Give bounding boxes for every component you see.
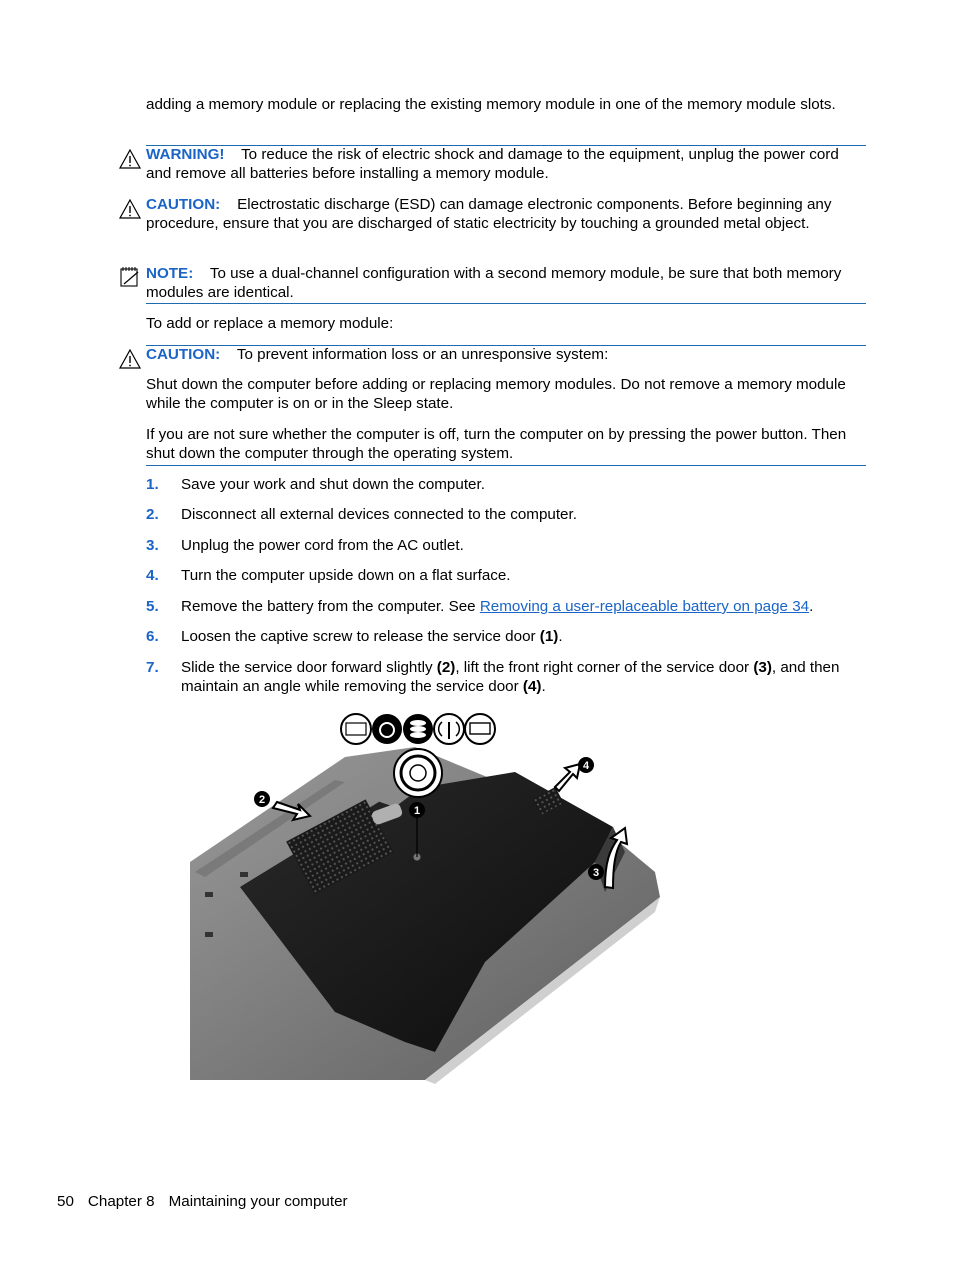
step-6-text — [181, 627, 861, 646]
chapter-label: Chapter 8 — [87, 1193, 155, 1210]
wireless-icon — [434, 714, 464, 744]
power-icon — [372, 714, 402, 744]
caution-esd-text: Electrostatic discharge (ESD) can damage electronic components. Before beginning any procedure, ensure that you are discharged of static electricity by touching a grounded metal object. — [146, 196, 832, 232]
note-bottom-rule — [146, 303, 866, 304]
caution-triangle-icon — [118, 348, 142, 370]
step-7-callout-ref-2: (2) — [436, 659, 456, 676]
step-1-text: Save your work and shut down the computer. — [181, 476, 485, 493]
step-6-callout-ref: (1) — [539, 628, 559, 645]
step-7-callout-ref-3: (3) — [753, 659, 772, 676]
step-5-lead: Remove the battery from the computer. See — [181, 598, 480, 615]
callout-4-label: 4 — [582, 760, 590, 772]
step-7-text — [181, 658, 861, 696]
caution-label: CAUTION: — [146, 346, 221, 363]
memory-icon — [465, 714, 495, 744]
arrow-remove-door — [555, 764, 580, 791]
callout-2-label: 2 — [258, 794, 266, 806]
chapter-title: Maintaining your computer — [168, 1193, 348, 1210]
step-5-end: . — [809, 598, 814, 615]
procedure-intro: To add or replace a memory module: — [146, 315, 394, 332]
step-7-part-a: Slide the service door forward slightly — [181, 659, 437, 676]
caution-paragraph-2: If you are not sure whether the computer is off, turn the computer on by pressing the power button. Then shut down the computer through the operating system. — [146, 426, 847, 462]
page-footer — [57, 1192, 362, 1211]
warning-label: WARNING! — [146, 146, 225, 163]
step-number: 3. — [146, 537, 159, 554]
caution-paragraph-1: Shut down the computer before adding or replacing memory modules. Do not remove a memory module while the computer is on or in the Sleep state. — [146, 376, 846, 412]
step-7-part-c: , and then maintain an angle while removing the service door — [181, 659, 840, 695]
step-number: 7. — [146, 659, 159, 676]
step-number: 6. — [146, 628, 159, 645]
caution2-bottom-rule — [146, 465, 866, 466]
step-3-text: Unplug the power cord from the AC outlet. — [181, 537, 464, 554]
step-7-part-d: . — [541, 678, 546, 695]
caution-triangle-icon — [118, 198, 142, 220]
step-6-lead: Loosen the captive screw to release the service door — [181, 628, 540, 645]
caution-shutdown-text: To prevent information loss or an unresponsive system: — [236, 346, 609, 363]
step-7-part-b: , lift the front right corner of the service door — [455, 659, 754, 676]
warning-triangle-icon — [118, 148, 142, 170]
keyboard-icon — [341, 714, 371, 744]
step-number: 2. — [146, 506, 159, 523]
step-5-text — [181, 597, 861, 616]
note-pad-icon — [118, 266, 142, 288]
callout-3-label: 3 — [592, 867, 600, 879]
step-7-callout-ref-4: (4) — [522, 678, 542, 695]
drive-icon — [403, 714, 433, 744]
step-6-end: . — [558, 628, 563, 645]
step-number: 5. — [146, 598, 159, 615]
warning-text: To reduce the risk of electric shock and damage to the equipment, unplug the power cord and remove all batteries before installing a memory module. — [146, 146, 839, 182]
note-notice — [146, 264, 851, 302]
caution-label: CAUTION: — [146, 196, 221, 213]
caution-shutdown-notice — [146, 345, 851, 364]
service-door-removal-illustration — [185, 712, 661, 1084]
step-number: 1. — [146, 476, 159, 493]
step-4-text: Turn the computer upside down on a flat surface. — [181, 567, 511, 584]
warning-notice — [146, 145, 851, 183]
note-text: To use a dual-channel configuration with a second memory module, be sure that both memory modules are identical. — [146, 265, 842, 301]
caution-esd-notice — [146, 195, 851, 233]
page-number: 50 — [57, 1193, 74, 1210]
step-2-text: Disconnect all external devices connected to the computer. — [181, 506, 577, 523]
callout-1-label: 1 — [413, 805, 421, 817]
intro-paragraph: adding a memory module or replacing the existing memory module in one of the memory module slots. — [146, 96, 836, 113]
note-label: NOTE: — [146, 265, 194, 282]
screw-lock-icon — [394, 749, 442, 797]
battery-removal-link[interactable]: Removing a user-replaceable battery on page 34 — [479, 598, 810, 615]
step-number: 4. — [146, 567, 159, 584]
